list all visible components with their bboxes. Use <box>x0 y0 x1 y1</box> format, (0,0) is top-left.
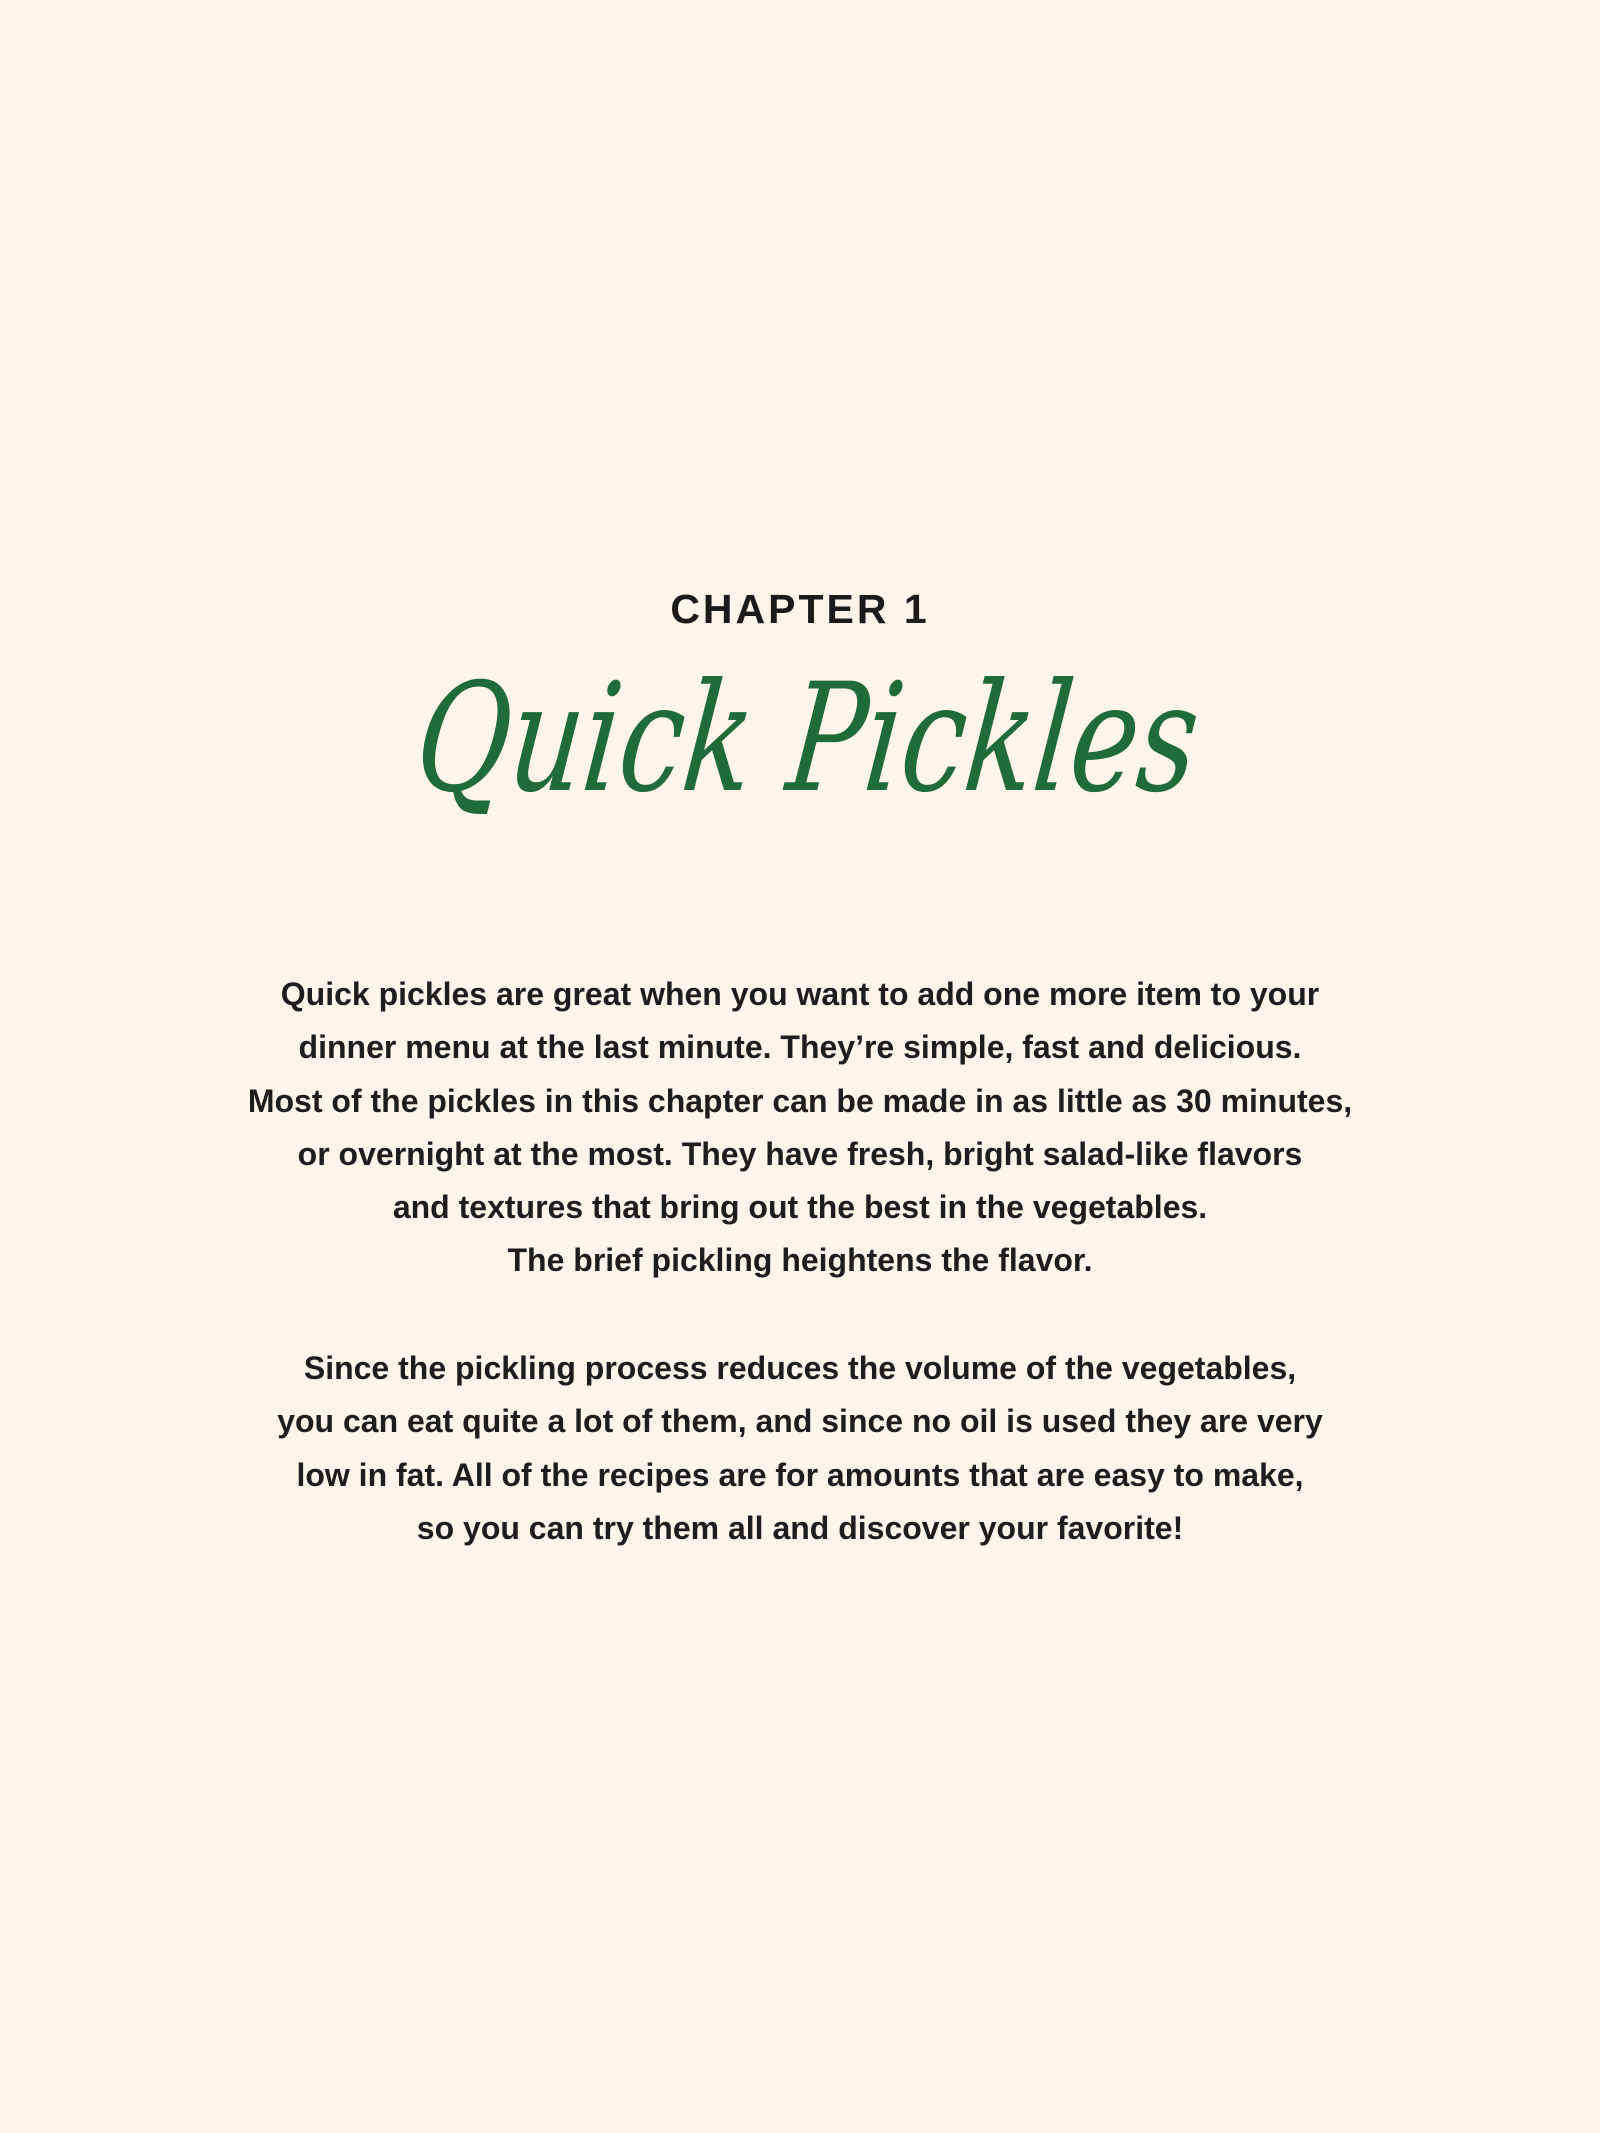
paragraph-line: or overnight at the most. They have fresh, bright salad-like flavors <box>297 1135 1303 1172</box>
paragraph-line: Most of the pickles in this chapter can be made in as little as 30 minutes, <box>247 1082 1353 1119</box>
chapter-title <box>380 640 1455 870</box>
chapter-title-text: Quick Pickles <box>408 651 1455 826</box>
paragraph-line: so you can try them all and discover your favorite! <box>416 1509 1184 1546</box>
paragraph-line: Quick pickles are great when you want to add one more item to your <box>280 976 1320 1012</box>
intro-paragraph-1 <box>0 968 1600 1288</box>
intro-paragraph-2 <box>0 1342 1600 1555</box>
paragraph-line: low in fat. All of the recipes are for amounts that are easy to make, <box>296 1456 1304 1493</box>
paragraph-line: dinner menu at the last minute. They’re simple, fast and delicious. <box>298 1029 1302 1066</box>
paragraph-line: Since the pickling process reduces the volume of the vegetables, <box>303 1350 1297 1386</box>
paragraph-line: The brief pickling heightens the flavor. <box>507 1242 1093 1279</box>
paragraph-line: and textures that bring out the best in the vegetables. <box>392 1189 1208 1226</box>
paragraph-line: you can eat quite a lot of them, and since no oil is used they are very <box>277 1403 1323 1440</box>
chapter-number: CHAPTER 1 <box>670 586 930 632</box>
